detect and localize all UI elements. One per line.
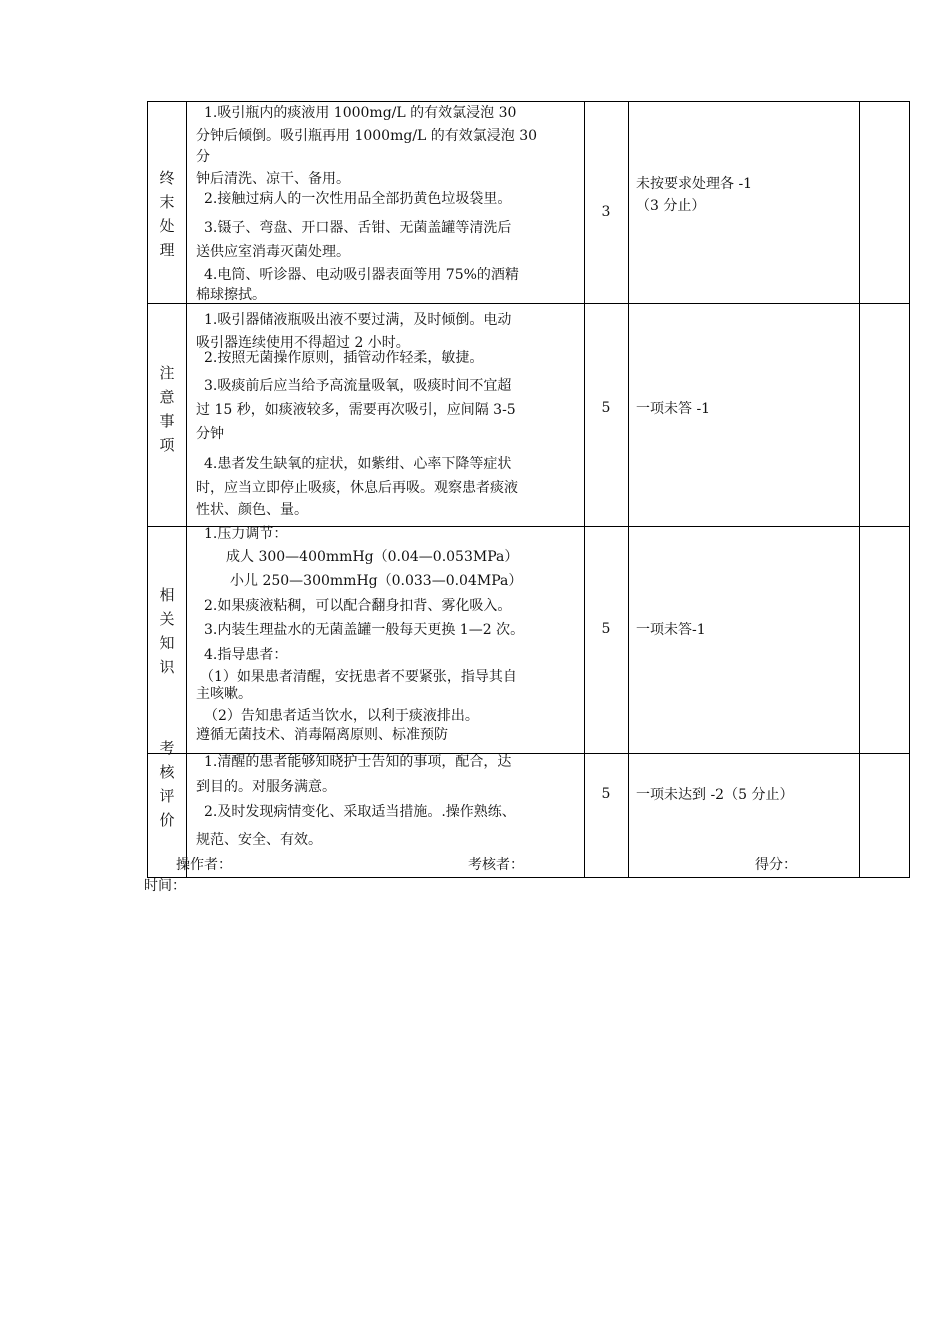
- time-label: 时间：: [144, 878, 186, 894]
- examiner-label: 考核者：: [468, 857, 524, 873]
- deduction-rule: 一项未答 -1: [636, 401, 711, 417]
- deduction-rule: 一项未答-1: [636, 622, 706, 638]
- column-divider: [859, 102, 860, 877]
- category-label: 相 关 知 识: [159, 586, 175, 676]
- content-line: 遵循无菌技术、消毒隔离原则、标准预防: [196, 727, 448, 743]
- content-line: 吸引器连续使用不得超过 2 小时。: [196, 335, 410, 351]
- category-label: 考 核 评 价: [159, 739, 175, 829]
- content-line: 4.指导患者：: [204, 647, 288, 663]
- content-line: 主咳嗽。: [196, 686, 252, 702]
- content-line: 1.压力调节：: [204, 526, 288, 542]
- score-label: 得分：: [755, 857, 797, 873]
- content-line: 到目的。对服务满意。: [196, 779, 336, 795]
- content-line: 分钟: [196, 426, 224, 442]
- content-line: 小儿 250—300mmHg（0.033—0.04MPa）: [230, 573, 523, 589]
- content-line: 2.及时发现病情变化、采取适当措施。.操作熟练、: [204, 804, 516, 820]
- content-line: 性状、颜色、量。: [196, 502, 308, 518]
- deduction-rule: （3 分止）: [636, 198, 706, 214]
- content-line: 4.患者发生缺氧的症状，如紫绀、心率下降等症状: [204, 456, 512, 472]
- column-divider: [628, 102, 629, 877]
- deduction-rule: 未按要求处理各 -1: [636, 176, 753, 192]
- content-line: 分钟后倾倒。吸引瓶再用 1000mg/L 的有效氯浸泡 30: [196, 128, 538, 144]
- content-line: 3.内装生理盐水的无菌盖罐一般每天更换 1—2 次。: [204, 622, 525, 638]
- category-label: 终 末 处 理: [159, 169, 175, 259]
- content-line: 3.吸痰前后应当给予高流量吸氧，吸痰时间不宜超: [204, 378, 512, 394]
- score-value: 5: [601, 400, 611, 416]
- content-line: 过 15 秒，如痰液较多，需要再次吸引，应间隔 3-5: [196, 402, 516, 418]
- score-value: 3: [601, 204, 611, 220]
- content-line: 钟后清洗、凉干、备用。: [196, 171, 350, 187]
- content-line: 分: [196, 149, 210, 165]
- content-line: 2.如果痰液粘稠，可以配合翻身扣背、雾化吸入。: [204, 598, 512, 614]
- operator-label: 操作者：: [176, 857, 232, 873]
- score-value: 5: [601, 786, 611, 802]
- assessment-table: [147, 101, 910, 878]
- content-line: 1.清醒的患者能够知晓护士告知的事项，配合，达: [204, 754, 512, 770]
- content-line: 2.接触过病人的一次性用品全部扔黄色垃圾袋里。: [204, 191, 512, 207]
- content-line: 棉球擦拭。: [196, 287, 266, 303]
- category-label: 注 意 事 项: [159, 364, 175, 454]
- content-line: 规范、安全、有效。: [196, 832, 322, 848]
- content-line: 成人 300—400mmHg（0.04—0.053MPa）: [226, 549, 519, 565]
- score-value: 5: [601, 621, 611, 637]
- content-line: 3.镊子、弯盘、开口器、舌钳、无菌盖罐等清洗后: [204, 220, 512, 236]
- content-line: （2）告知患者适当饮水，以利于痰液排出。: [204, 708, 479, 724]
- content-line: （1）如果患者清醒，安抚患者不要紧张，指导其自: [200, 669, 517, 685]
- content-line: 送供应室消毒灭菌处理。: [196, 244, 350, 260]
- content-line: 时，应当立即停止吸痰，休息后再吸。观察患者痰液: [196, 480, 518, 496]
- content-line: 1.吸引器储液瓶吸出液不要过满，及时倾倒。电动: [204, 312, 512, 328]
- content-line: 4.电筒、听诊器、电动吸引器表面等用 75%的酒精: [204, 267, 519, 283]
- content-line: 1.吸引瓶内的痰液用 1000mg/L 的有效氯浸泡 30: [204, 105, 517, 121]
- column-divider: [186, 102, 187, 877]
- deduction-rule: 一项未达到 -2（5 分止）: [636, 787, 794, 803]
- content-line: 2.按照无菌操作原则，插管动作轻柔，敏捷。: [204, 350, 484, 366]
